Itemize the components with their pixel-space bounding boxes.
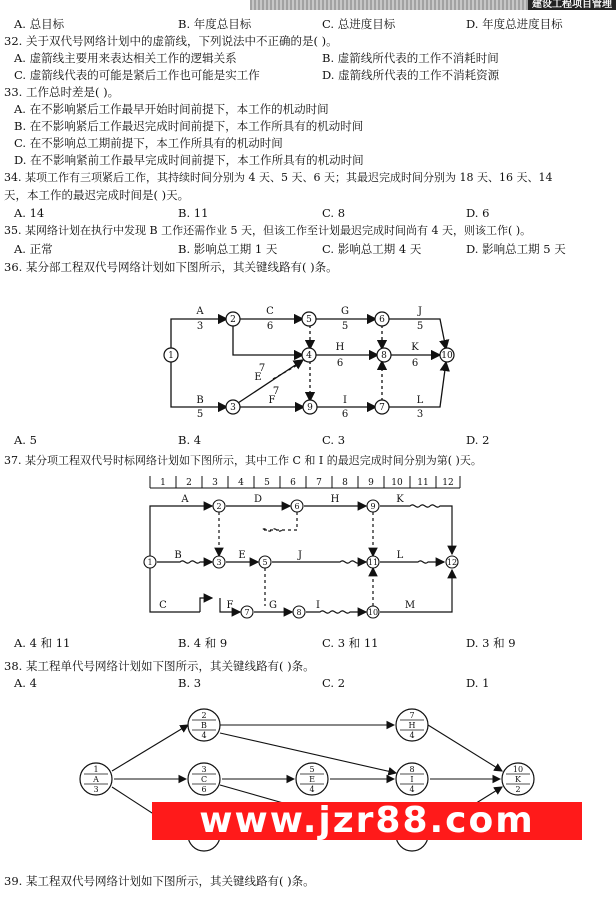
node-label: 1 bbox=[168, 351, 174, 361]
activity-label: G bbox=[341, 306, 349, 317]
scale-tick: 7 bbox=[316, 478, 322, 488]
activity-label: H bbox=[335, 342, 345, 353]
node-number: 1 bbox=[93, 765, 99, 774]
node-number: 3 bbox=[201, 765, 207, 774]
q37-timescale-diagram bbox=[0, 470, 616, 630]
activity-duration: 7 bbox=[258, 363, 266, 374]
activity-duration: 5 bbox=[416, 321, 424, 332]
scale-tick: 3 bbox=[212, 478, 218, 488]
activity-duration: 5 bbox=[196, 409, 204, 420]
activity-label: M bbox=[404, 600, 416, 611]
q31-option-b: B. 年度总目标 bbox=[178, 17, 252, 31]
activity-label: K bbox=[411, 342, 419, 353]
node-label: 2 bbox=[216, 502, 222, 511]
q36-option-c: C. 3 bbox=[322, 433, 346, 447]
node-label: 12 bbox=[446, 558, 458, 567]
q36-option-a: A. 5 bbox=[14, 433, 37, 447]
q33-option-c: C. 在不影响总工期前提下，本工作所具有的机动时间 bbox=[14, 136, 283, 150]
activity-duration: 7 bbox=[272, 386, 280, 397]
activity-duration: 3 bbox=[196, 321, 204, 332]
node-number: 8 bbox=[409, 765, 415, 774]
activity-label: E bbox=[238, 550, 246, 561]
scale-tick: 12 bbox=[442, 478, 454, 488]
node-number: 10 bbox=[512, 765, 524, 774]
node-label: 6 bbox=[379, 315, 385, 325]
node-name: E bbox=[309, 775, 315, 784]
activity-label: A bbox=[181, 494, 189, 505]
q32-stem: 32. 关于双代号网络计划中的虚箭线，下列说法中不正确的是( )。 bbox=[4, 34, 338, 48]
node-name: A bbox=[93, 775, 99, 784]
q39-stem: 39. 某工程双代号网络计划如下图所示，其关键线路有( )条。 bbox=[4, 874, 315, 888]
node-label: 8 bbox=[296, 608, 302, 617]
activity-label: J bbox=[297, 550, 303, 561]
activity-label: I bbox=[343, 395, 347, 406]
node-label: 7 bbox=[244, 608, 250, 617]
node-label: 10 bbox=[441, 351, 453, 361]
q31-option-a: A. 总目标 bbox=[14, 17, 65, 31]
activity-duration: 6 bbox=[266, 321, 274, 332]
node-duration: 3 bbox=[93, 785, 99, 794]
scale-tick: 2 bbox=[186, 478, 192, 488]
activity-label: D bbox=[253, 494, 263, 505]
activity-label: A bbox=[196, 306, 204, 317]
activity-label: G bbox=[269, 600, 277, 611]
header-title: 建设工程项目管理 bbox=[528, 0, 616, 10]
node-duration: 6 bbox=[201, 785, 207, 794]
q33-stem: 33. 工作总时差是( )。 bbox=[4, 85, 120, 99]
q37-option-c: C. 3 和 11 bbox=[322, 636, 379, 650]
node-number: 7 bbox=[409, 711, 415, 720]
node-name: I bbox=[410, 775, 414, 784]
q38-option-c: C. 2 bbox=[322, 676, 346, 690]
scale-tick: 6 bbox=[290, 478, 296, 488]
node-label: 4 bbox=[306, 351, 312, 361]
scale-tick: 1 bbox=[160, 478, 166, 488]
node-label: 6 bbox=[294, 502, 300, 511]
node-label: 3 bbox=[216, 558, 222, 567]
node-label: 8 bbox=[381, 351, 387, 361]
activity-duration: 5 bbox=[341, 321, 349, 332]
node-label: 2 bbox=[230, 315, 236, 325]
activity-label: J bbox=[417, 306, 423, 317]
watermark-banner: www.jzr88.com bbox=[152, 802, 582, 840]
node-label: 9 bbox=[307, 403, 313, 413]
q36-option-d: D. 2 bbox=[466, 433, 490, 447]
q33-option-b: B. 在不影响紧后工作最迟完成时间前提下，本工作所具有的机动时间 bbox=[14, 119, 364, 133]
q35-option-c: C. 影响总工期 4 天 bbox=[322, 242, 422, 256]
q37-option-b: B. 4 和 9 bbox=[178, 636, 228, 650]
q31-option-c: C. 总进度目标 bbox=[322, 17, 396, 31]
activity-duration: 6 bbox=[341, 409, 349, 420]
node-name: H bbox=[408, 721, 416, 730]
q35-option-a: A. 正常 bbox=[14, 242, 53, 256]
node-label: 5 bbox=[306, 315, 312, 325]
q38-option-a: A. 4 bbox=[14, 676, 37, 690]
activity-label: B bbox=[174, 550, 182, 561]
node-name: B bbox=[201, 721, 207, 730]
q34-option-b: B. 11 bbox=[178, 206, 209, 220]
q35-option-b: B. 影响总工期 1 天 bbox=[178, 242, 278, 256]
activity-label: B bbox=[196, 395, 204, 406]
activity-label: K bbox=[396, 494, 404, 505]
node-label: 9 bbox=[370, 502, 376, 511]
q35-option-d: D. 影响总工期 5 天 bbox=[466, 242, 566, 256]
scale-tick: 4 bbox=[238, 478, 244, 488]
activity-label: C bbox=[266, 306, 274, 317]
activity-label: F bbox=[268, 395, 276, 406]
q37-option-a: A. 4 和 11 bbox=[14, 636, 71, 650]
q34-stem-line1: 34. 某项工作有三项紧后工作，其持续时间分别为 4 天、5 天、6 天；其最迟完成时间分别为 18 天、16 天、14 bbox=[4, 171, 553, 184]
node-name: K bbox=[515, 775, 521, 784]
node-label: 1 bbox=[147, 558, 153, 567]
q34-option-c: C. 8 bbox=[322, 206, 346, 220]
node-duration: 4 bbox=[409, 731, 415, 740]
activity-label: E bbox=[254, 372, 262, 383]
q34-stem-line2: 天，本工作的最迟完成时间是( )天。 bbox=[4, 188, 190, 202]
node-number: 5 bbox=[309, 765, 315, 774]
scale-tick: 9 bbox=[368, 478, 374, 488]
node-duration: 2 bbox=[515, 785, 521, 794]
q31-option-d: D. 年度总进度目标 bbox=[466, 17, 563, 31]
node-label: 10 bbox=[367, 608, 379, 617]
q38-stem: 38. 某工程单代号网络计划如下图所示，其关键线路有( )条。 bbox=[4, 659, 315, 673]
q37-stem: 37. 某分项工程双代号时标网络计划如下图所示，其中工作 C 和 I 的最迟完成时间分别为第( )天。 bbox=[4, 454, 482, 467]
activity-label: L bbox=[416, 395, 424, 406]
activity-duration: 6 bbox=[336, 358, 344, 369]
q32-option-a: A. 虚箭线主要用来表达相关工作的逻辑关系 bbox=[14, 51, 237, 65]
activity-duration: 6 bbox=[411, 358, 419, 369]
q32-option-d: D. 虚箭线所代表的工作不消耗资源 bbox=[322, 68, 500, 82]
activity-duration: 3 bbox=[416, 409, 424, 420]
activity-label: C bbox=[159, 600, 167, 611]
node-label: 3 bbox=[230, 403, 236, 413]
node-duration: 4 bbox=[309, 785, 315, 794]
q34-option-d: D. 6 bbox=[466, 206, 490, 220]
activity-label: L bbox=[396, 550, 404, 561]
node-label: 7 bbox=[379, 403, 385, 413]
q36-network-diagram bbox=[0, 276, 616, 426]
q32-option-c: C. 虚箭线代表的可能是紧后工作也可能是实工作 bbox=[14, 68, 260, 82]
node-number: 2 bbox=[201, 711, 207, 720]
q38-option-b: B. 3 bbox=[178, 676, 202, 690]
node-label: 11 bbox=[367, 558, 379, 567]
activity-label: I bbox=[316, 600, 320, 611]
node-name: C bbox=[200, 775, 208, 784]
node-duration: 4 bbox=[201, 731, 207, 740]
node-label: 5 bbox=[262, 558, 268, 567]
q38-option-d: D. 1 bbox=[466, 676, 490, 690]
activity-label: H bbox=[330, 494, 340, 505]
q34-option-a: A. 14 bbox=[14, 206, 45, 220]
scale-tick: 5 bbox=[264, 478, 270, 488]
scale-tick: 11 bbox=[417, 478, 429, 488]
q33-option-d: D. 在不影响紧前工作最早完成时间前提下，本工作所具有的机动时间 bbox=[14, 153, 364, 167]
q35-stem: 35. 某网络计划在执行中发现 B 工作还需作业 5 天，但该工作至计划最迟完成时间尚有 4 天，则该工作( )。 bbox=[4, 224, 532, 237]
scale-tick: 8 bbox=[342, 478, 348, 488]
q32-option-b: B. 虚箭线所代表的工作不消耗时间 bbox=[322, 51, 499, 65]
q33-option-a: A. 在不影响紧后工作最早开始时间前提下，本工作的机动时间 bbox=[14, 102, 329, 116]
q36-stem: 36. 某分部工程双代号网络计划如下图所示，其关键线路有( )条。 bbox=[4, 260, 338, 274]
q37-option-d: D. 3 和 9 bbox=[466, 636, 516, 650]
node-duration: 4 bbox=[409, 785, 415, 794]
activity-label: F bbox=[226, 600, 234, 611]
q36-option-b: B. 4 bbox=[178, 433, 202, 447]
scale-tick: 10 bbox=[391, 478, 403, 488]
